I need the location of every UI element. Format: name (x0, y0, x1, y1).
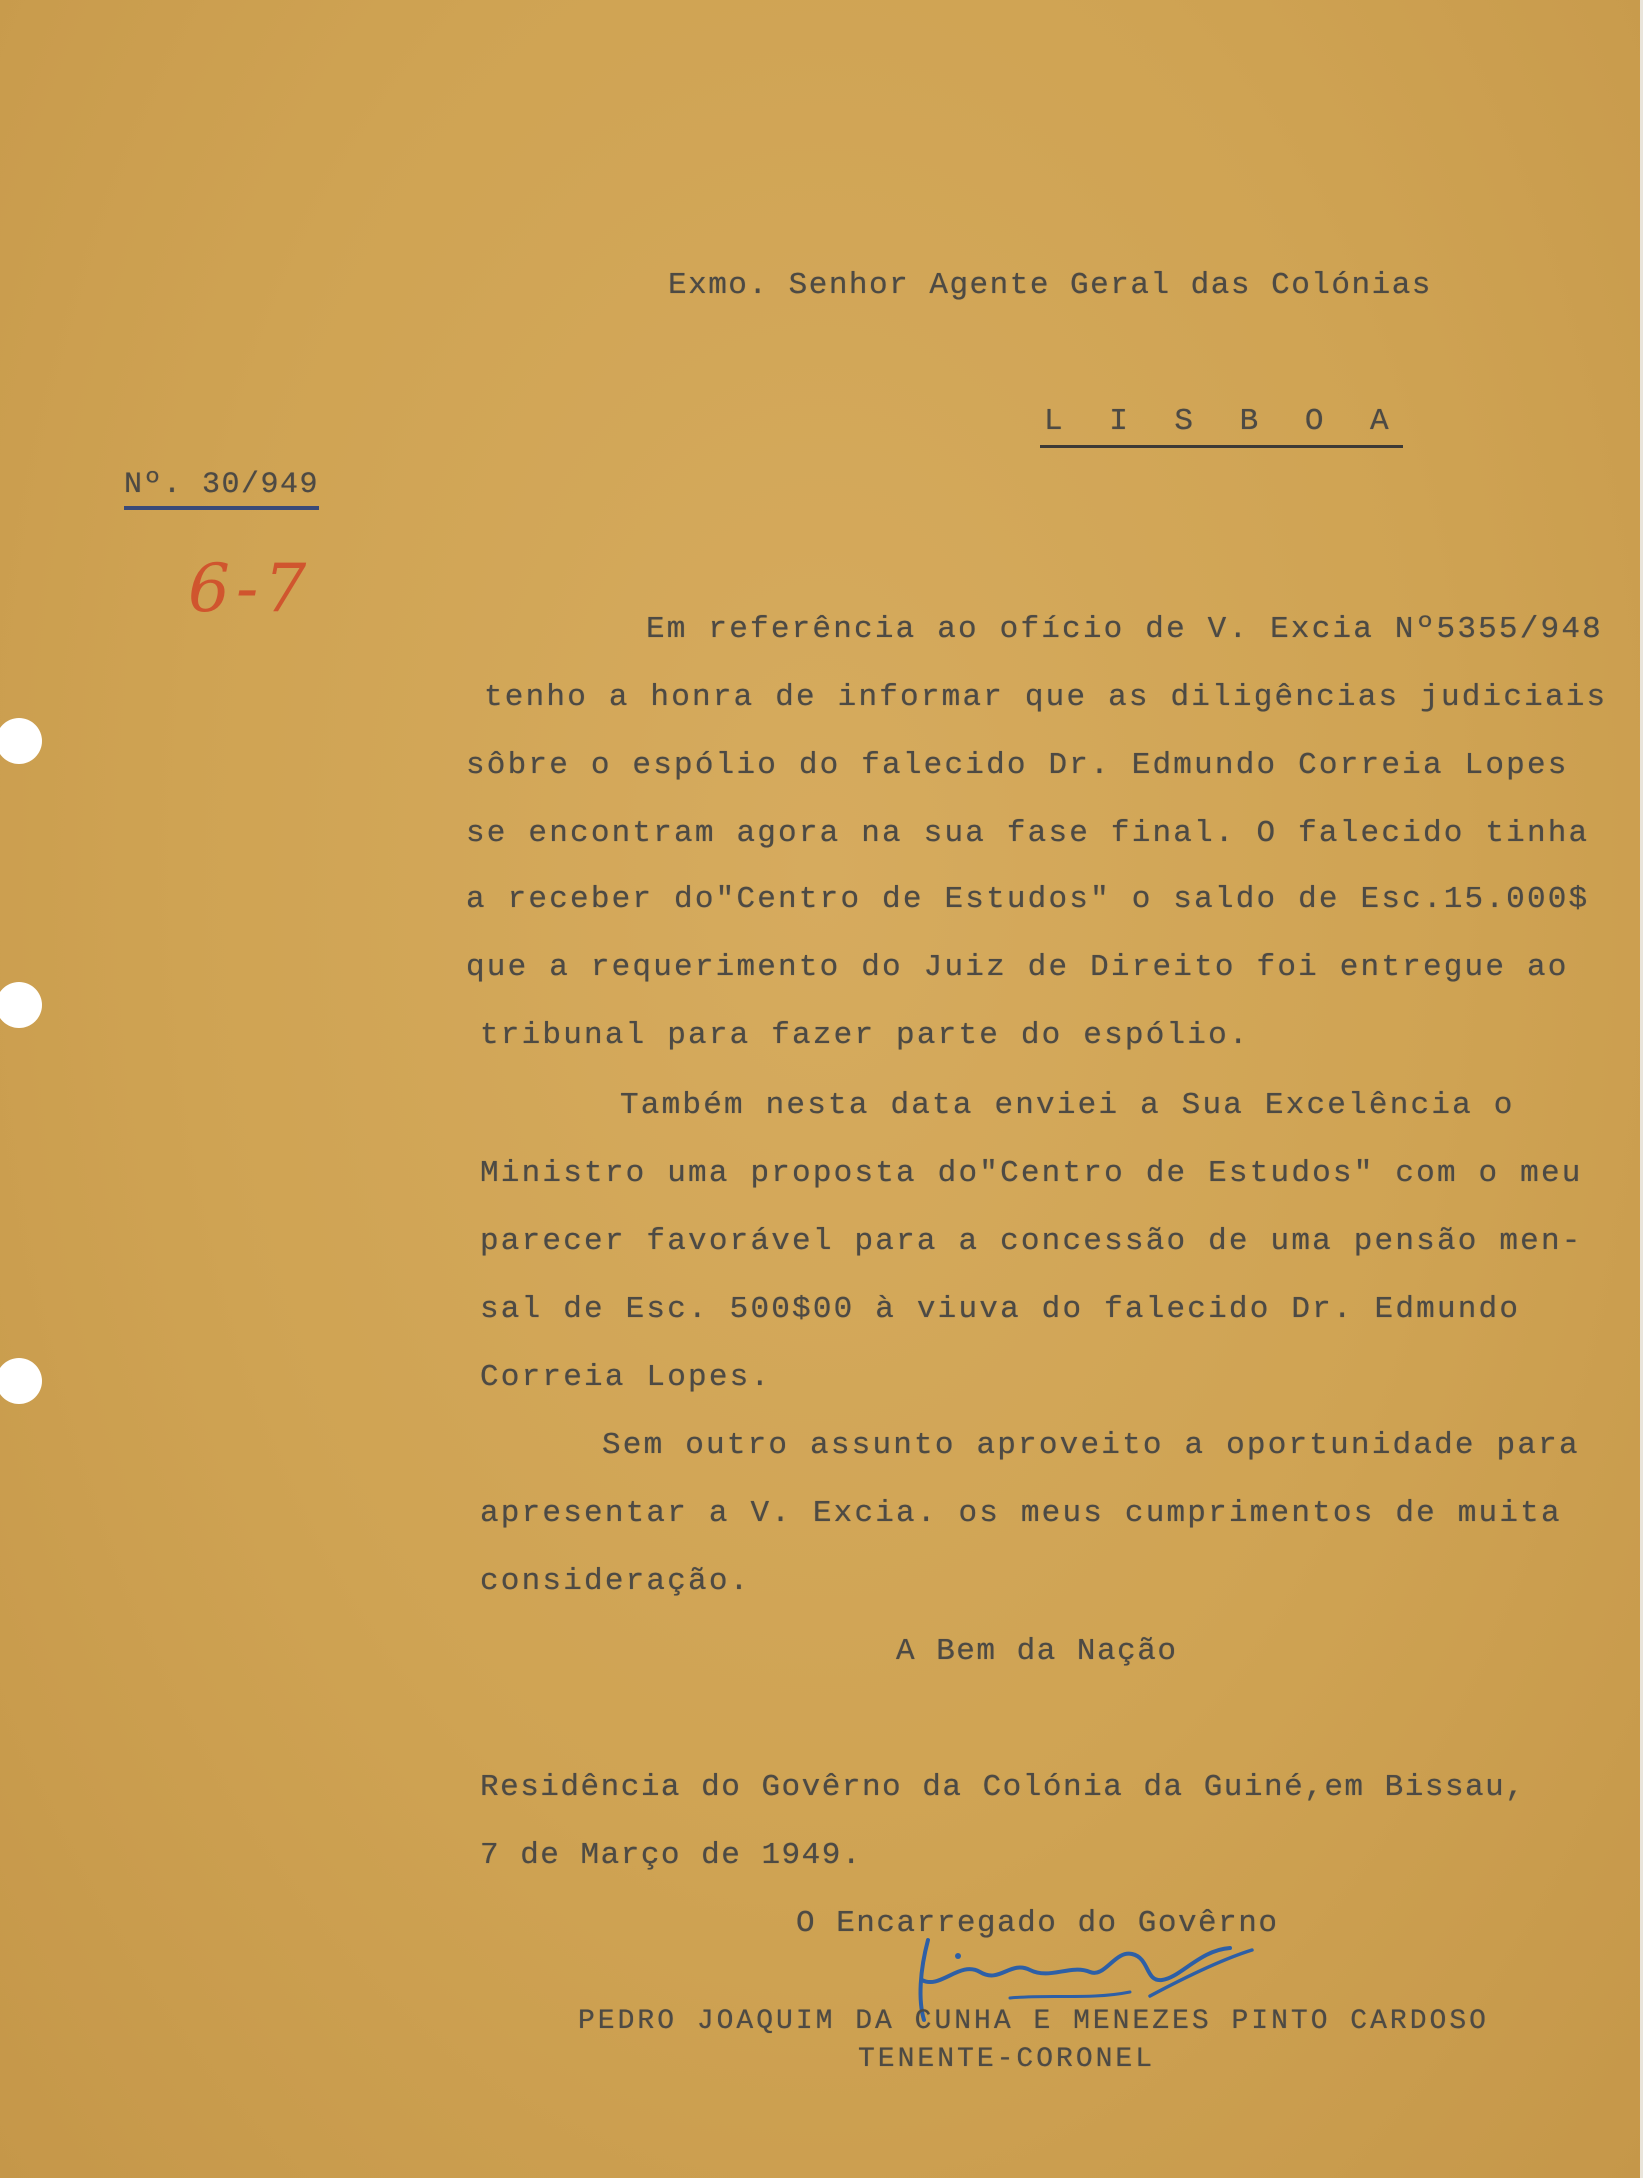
body-line: Ministro uma proposta do"Centro de Estudos" com o meu (480, 1156, 1583, 1191)
body-line: apresentar a V. Excia. os meus cumprimentos de muita (480, 1496, 1562, 1531)
body-line: tribunal para fazer parte do espólio. (480, 1018, 1250, 1053)
body-line: que a requerimento do Juiz de Direito foi entregue ao (466, 950, 1569, 985)
body-line: Também nesta data enviei a Sua Excelência o (620, 1088, 1515, 1123)
city-heading: L I S B O A (1040, 404, 1403, 448)
body-line: Em referência ao ofício de V. Excia Nº5355/948 (646, 612, 1603, 647)
signatory-name: PEDRO JOAQUIM DA CUNHA E MENEZES PINTO CARDOSO (578, 2006, 1489, 2037)
body-line: tenho a honra de informar que as diligências judiciais (484, 680, 1608, 715)
addressee: Exmo. Senhor Agente Geral das Colónias (668, 268, 1432, 303)
closing-formula: A Bem da Nação (896, 1634, 1178, 1669)
body-line: Correia Lopes. (480, 1360, 772, 1395)
signatory-rank: TENENTE-CORONEL (858, 2044, 1156, 2075)
reference-number: Nº. 30/949 (124, 468, 319, 510)
punch-hole (0, 982, 42, 1028)
body-line: se encontram agora na sua fase final. O falecido tinha (466, 816, 1590, 851)
punch-hole (0, 1358, 42, 1404)
date-line: 7 de Março de 1949. (480, 1838, 862, 1873)
body-line: parecer favorável para a concessão de uma pensão men- (480, 1224, 1583, 1259)
body-line: a receber do"Centro de Estudos" o saldo de Esc.15.000$ (466, 882, 1590, 917)
place-line: Residência do Govêrno da Colónia da Guiné,em Bissau, (480, 1770, 1526, 1805)
signatory-office: O Encarregado do Govêrno (796, 1906, 1279, 1941)
body-line: sal de Esc. 500$00 à viuva do falecido Dr. Edmundo (480, 1292, 1521, 1327)
body-line: sôbre o espólio do falecido Dr. Edmundo Correia Lopes (466, 748, 1569, 783)
body-line: Sem outro assunto aproveito a oportunidade para (602, 1428, 1580, 1463)
handwritten-note: 6-7 (188, 550, 313, 627)
body-line: consideração. (480, 1564, 751, 1599)
punch-hole (0, 718, 42, 764)
